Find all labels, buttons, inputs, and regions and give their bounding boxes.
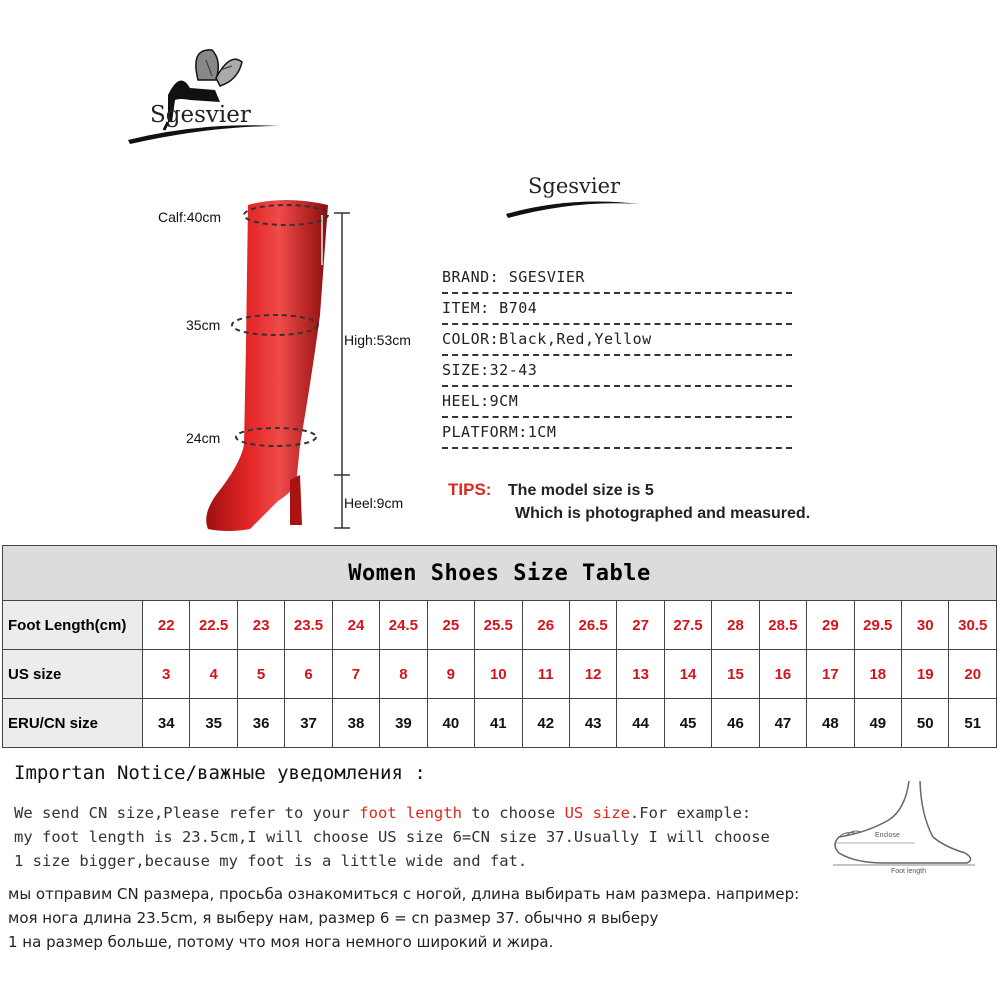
calf-measure: Calf:40cm — [158, 209, 222, 225]
table-cell: 14 — [664, 650, 711, 699]
notice-ru-line-1: мы отправим CN размера, просьба ознакомиться с ногой, длина выбирать нам размера. например: — [8, 885, 800, 903]
boot-image — [150, 195, 450, 535]
table-cell: 43 — [569, 699, 616, 748]
foot-length-highlight: foot length — [359, 804, 462, 822]
table-cell: 29.5 — [854, 601, 901, 650]
spec-item: ITEM: B704 — [442, 299, 792, 325]
table-row — [3, 699, 997, 748]
table-cell: 39 — [380, 699, 427, 748]
foot-length-label: Foot length — [891, 868, 927, 875]
table-cell: 29 — [807, 601, 854, 650]
table-cell: 25 — [427, 601, 474, 650]
foot-measure-icon — [825, 775, 985, 875]
table-cell: 24 — [332, 601, 379, 650]
table-cell: 11 — [522, 650, 569, 699]
table-cell: 8 — [380, 650, 427, 699]
table-cell: 28.5 — [759, 601, 806, 650]
table-cell: 30 — [902, 601, 949, 650]
table-cell: 51 — [949, 699, 997, 748]
notice-en-line-3: 1 size bigger,because my foot is a little wide and fat. — [14, 852, 528, 870]
table-row — [3, 601, 997, 650]
notice-en-line-1 — [14, 804, 751, 822]
table-cell: 7 — [332, 650, 379, 699]
tips-label: TIPS: — [448, 480, 492, 499]
table-cell: 34 — [143, 699, 190, 748]
notice-text: We send CN size,Please refer to your — [14, 804, 360, 822]
table-cell: 26 — [522, 601, 569, 650]
table-cell: 38 — [332, 699, 379, 748]
brand-logo-secondary — [500, 170, 650, 225]
brand-logo-text: Sgesvier — [150, 102, 251, 128]
table-cell: 49 — [854, 699, 901, 748]
row-header-foot-length: Foot Length(cm) — [3, 601, 143, 650]
table-cell: 46 — [712, 699, 759, 748]
table-cell: 30.5 — [949, 601, 997, 650]
table-cell: 36 — [237, 699, 284, 748]
table-cell: 24.5 — [380, 601, 427, 650]
spec-brand: BRAND: SGESVIER — [442, 268, 792, 294]
spec-size: SIZE:32-43 — [442, 361, 792, 387]
tips-line1: The model size is 5 — [507, 482, 654, 499]
table-cell: 50 — [902, 699, 949, 748]
table-cell: 23.5 — [285, 601, 332, 650]
size-table — [2, 545, 997, 748]
table-cell: 28 — [712, 601, 759, 650]
us-size-highlight: US size — [564, 804, 630, 822]
heel-measure: Heel:9cm — [344, 495, 404, 511]
notice-ru-line-2: моя нога длина 23.5cm, я выберу нам, размер 6 = cn размер 37. обычно я выберу — [8, 909, 659, 927]
table-row — [3, 650, 997, 699]
table-cell: 41 — [475, 699, 522, 748]
table-cell: 13 — [617, 650, 664, 699]
table-cell: 12 — [569, 650, 616, 699]
table-cell: 27.5 — [664, 601, 711, 650]
butterfly-shoe-icon — [120, 40, 290, 160]
notice-en-line-2: my foot length is 23.5cm,I will choose US size 6=CN size 37.Usually I will choose — [14, 828, 770, 846]
table-cell: 15 — [712, 650, 759, 699]
table-cell: 25.5 — [475, 601, 522, 650]
notice-text: to choose — [461, 804, 565, 822]
tips — [448, 480, 654, 500]
table-cell: 17 — [807, 650, 854, 699]
table-cell: 27 — [617, 601, 664, 650]
table-cell: 47 — [759, 699, 806, 748]
table-cell: 26.5 — [569, 601, 616, 650]
spec-heel: HEEL:9CM — [442, 392, 792, 418]
table-cell: 6 — [285, 650, 332, 699]
mid-measure: 35cm — [186, 317, 221, 333]
table-cell: 35 — [190, 699, 237, 748]
table-cell: 19 — [902, 650, 949, 699]
brand-logo — [120, 40, 290, 160]
brand-logo-secondary-text: Sgesvier — [528, 174, 621, 198]
table-cell: 40 — [427, 699, 474, 748]
spec-color: COLOR:Black,Red,Yellow — [442, 330, 792, 356]
ankle-measure: 24cm — [186, 430, 221, 446]
size-table-title: Women Shoes Size Table — [3, 546, 997, 601]
spec-platform: PLATFORM:1CM — [442, 423, 792, 449]
notice-title: Importan Notice/важные уведомления : — [14, 762, 426, 784]
table-cell: 16 — [759, 650, 806, 699]
table-cell: 23 — [237, 601, 284, 650]
notice-text: .For example: — [629, 804, 752, 822]
table-cell: 37 — [285, 699, 332, 748]
table-cell: 20 — [949, 650, 997, 699]
table-cell: 9 — [427, 650, 474, 699]
tips-line2: Which is photographed and measured. — [515, 505, 811, 522]
table-cell: 45 — [664, 699, 711, 748]
row-header-us-size: US size — [3, 650, 143, 699]
table-cell: 22.5 — [190, 601, 237, 650]
table-cell: 44 — [617, 699, 664, 748]
table-cell: 10 — [475, 650, 522, 699]
table-cell: 42 — [522, 699, 569, 748]
enclose-label: Enclose — [875, 832, 900, 839]
row-header-eru-cn-size: ERU/CN size — [3, 699, 143, 748]
swoosh-icon — [500, 170, 650, 225]
table-cell: 4 — [190, 650, 237, 699]
table-cell: 5 — [237, 650, 284, 699]
table-cell: 22 — [143, 601, 190, 650]
height-measure: High:53cm — [344, 332, 411, 348]
table-cell: 3 — [143, 650, 190, 699]
table-cell: 48 — [807, 699, 854, 748]
table-cell: 18 — [854, 650, 901, 699]
notice-ru-line-3: 1 на размер больше, потому что моя нога немного широкий и жира. — [8, 933, 554, 951]
